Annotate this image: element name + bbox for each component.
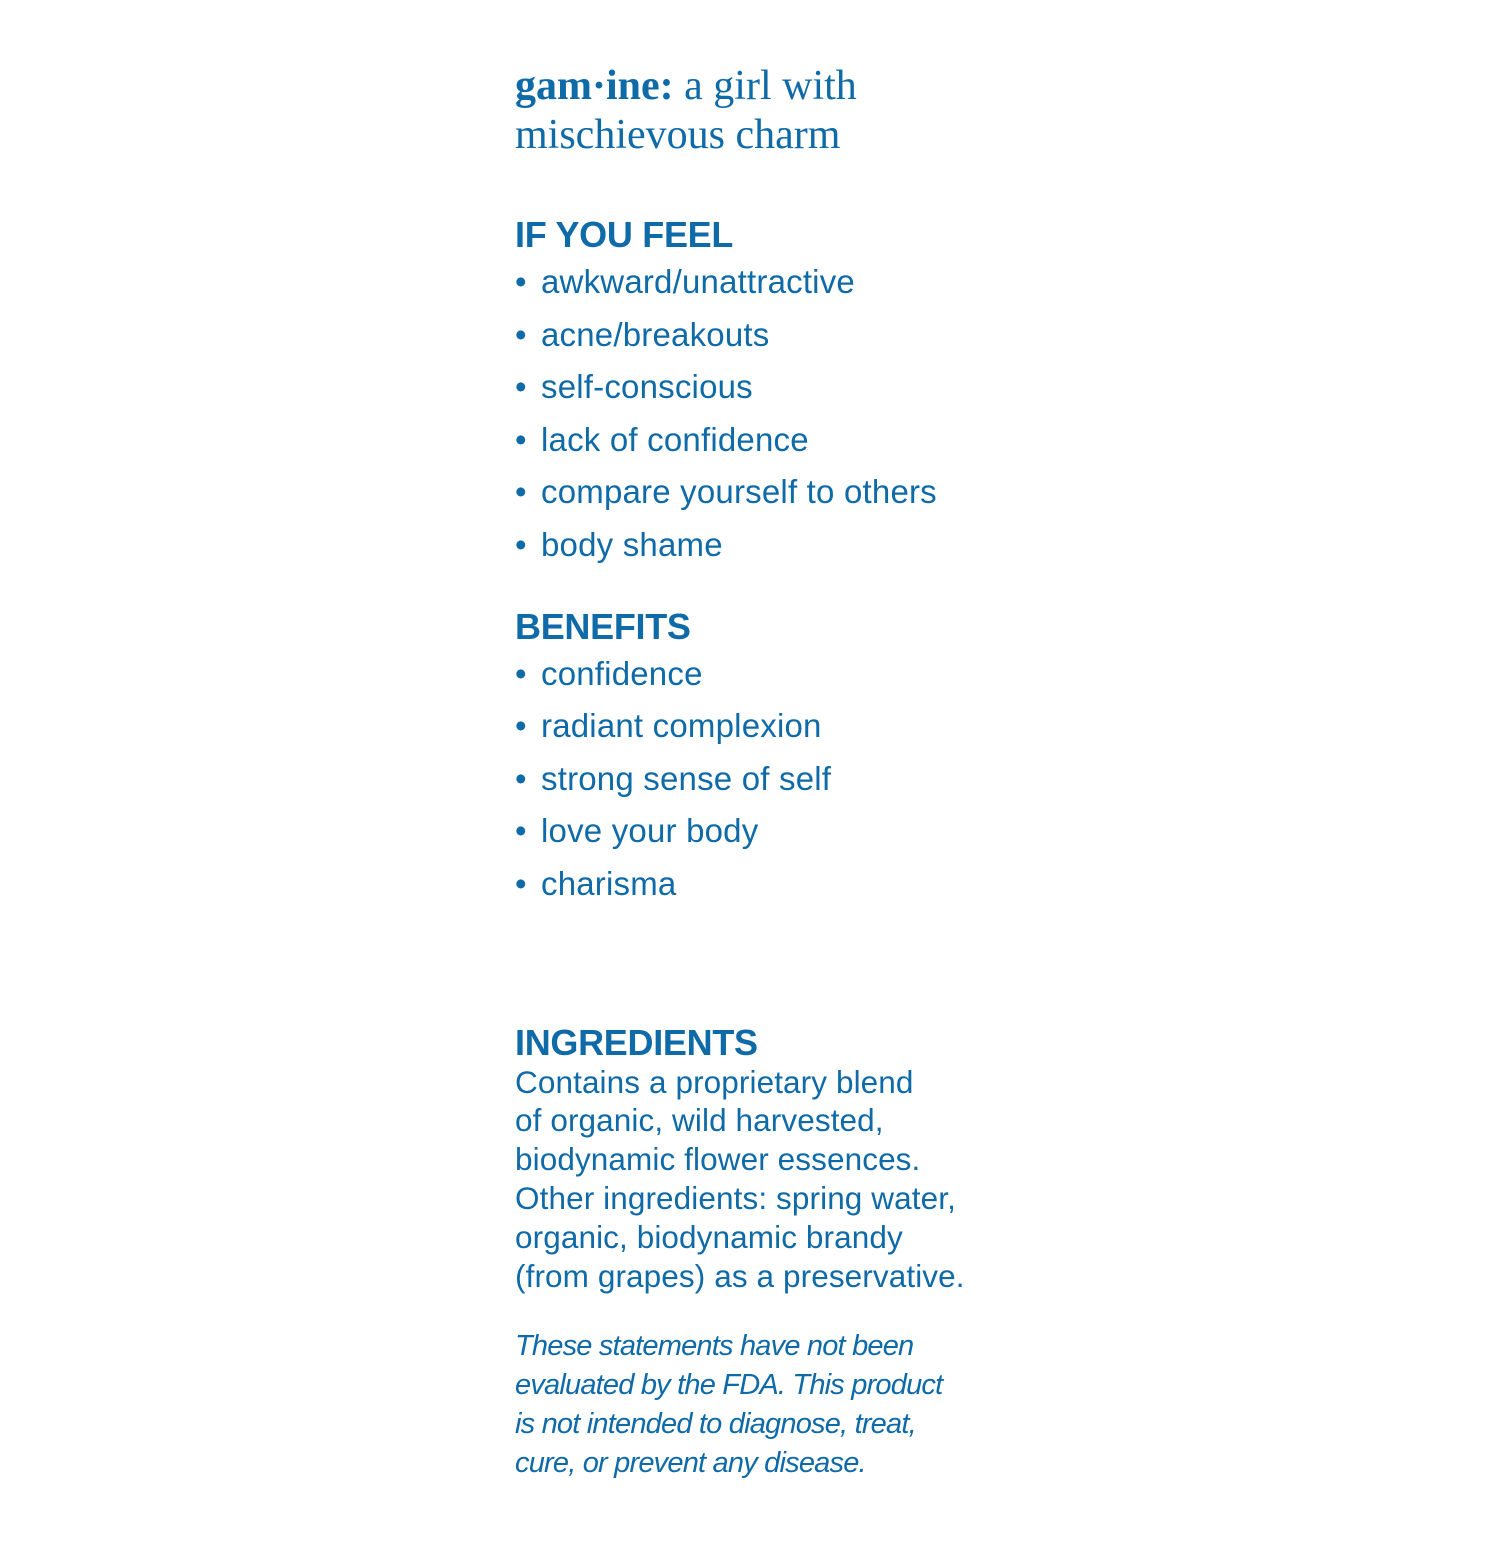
ingredients-line: (from grapes) as a preservative. — [515, 1257, 965, 1294]
bullet-icon: • — [515, 864, 527, 902]
list-item: • body shame — [515, 519, 1075, 572]
bullet-icon: • — [515, 707, 527, 745]
list-item: • charisma — [515, 858, 1075, 911]
disclaimer-line: cure, or prevent any disease. — [515, 1447, 866, 1480]
disclaimer-line: is not intended to diagnose, treat, — [515, 1408, 916, 1441]
ingredients-heading: INGREDIENTS — [515, 1021, 758, 1063]
list-item: • awkward/unattractive — [515, 256, 1075, 309]
disclaimer-line: evaluated by the FDA. This product — [515, 1369, 943, 1402]
definition-word: gam·ine: — [515, 63, 674, 109]
list-item: • lack of confidence — [515, 414, 1075, 467]
ingredients-line: organic, biodynamic brandy — [515, 1218, 903, 1255]
list-item: • confidence — [515, 648, 1075, 701]
bullet-icon: • — [515, 759, 527, 797]
benefits-list — [515, 648, 1075, 911]
definition-meaning-line1: a girl with — [673, 63, 857, 109]
list-item: • acne/breakouts — [515, 309, 1075, 362]
ingredients-text — [515, 1063, 1075, 1296]
ingredients-line: Contains a proprietary blend — [515, 1063, 914, 1100]
ingredients-line: of organic, wild harvested, — [515, 1102, 884, 1139]
if-you-feel-list — [515, 256, 1075, 572]
bullet-icon: • — [515, 525, 527, 563]
bullet-icon: • — [515, 263, 527, 300]
bullet-icon: • — [515, 420, 527, 458]
if-you-feel-heading: IF YOU FEEL — [515, 214, 734, 255]
bullet-icon: • — [515, 473, 527, 511]
disclaimer-line: These statements have not been — [515, 1330, 914, 1363]
definition-meaning-line2: mischievous charm — [515, 112, 841, 158]
bullet-icon: • — [515, 315, 527, 353]
bullet-icon: • — [515, 812, 527, 850]
definition — [515, 62, 1075, 160]
product-info-panel — [515, 62, 1075, 1483]
bullet-icon: • — [515, 368, 527, 406]
ingredients-line: biodynamic flower essences. — [515, 1141, 921, 1178]
list-item: • love your body — [515, 805, 1075, 858]
list-item: • strong sense of self — [515, 753, 1075, 806]
list-item: • radiant complexion — [515, 700, 1075, 753]
fda-disclaimer — [515, 1327, 1075, 1483]
list-item: • self-conscious — [515, 361, 1075, 414]
list-item: • compare yourself to others — [515, 466, 1075, 519]
ingredients-line: Other ingredients: spring water, — [515, 1179, 956, 1216]
benefits-heading: BENEFITS — [515, 605, 691, 647]
bullet-icon: • — [515, 654, 527, 692]
